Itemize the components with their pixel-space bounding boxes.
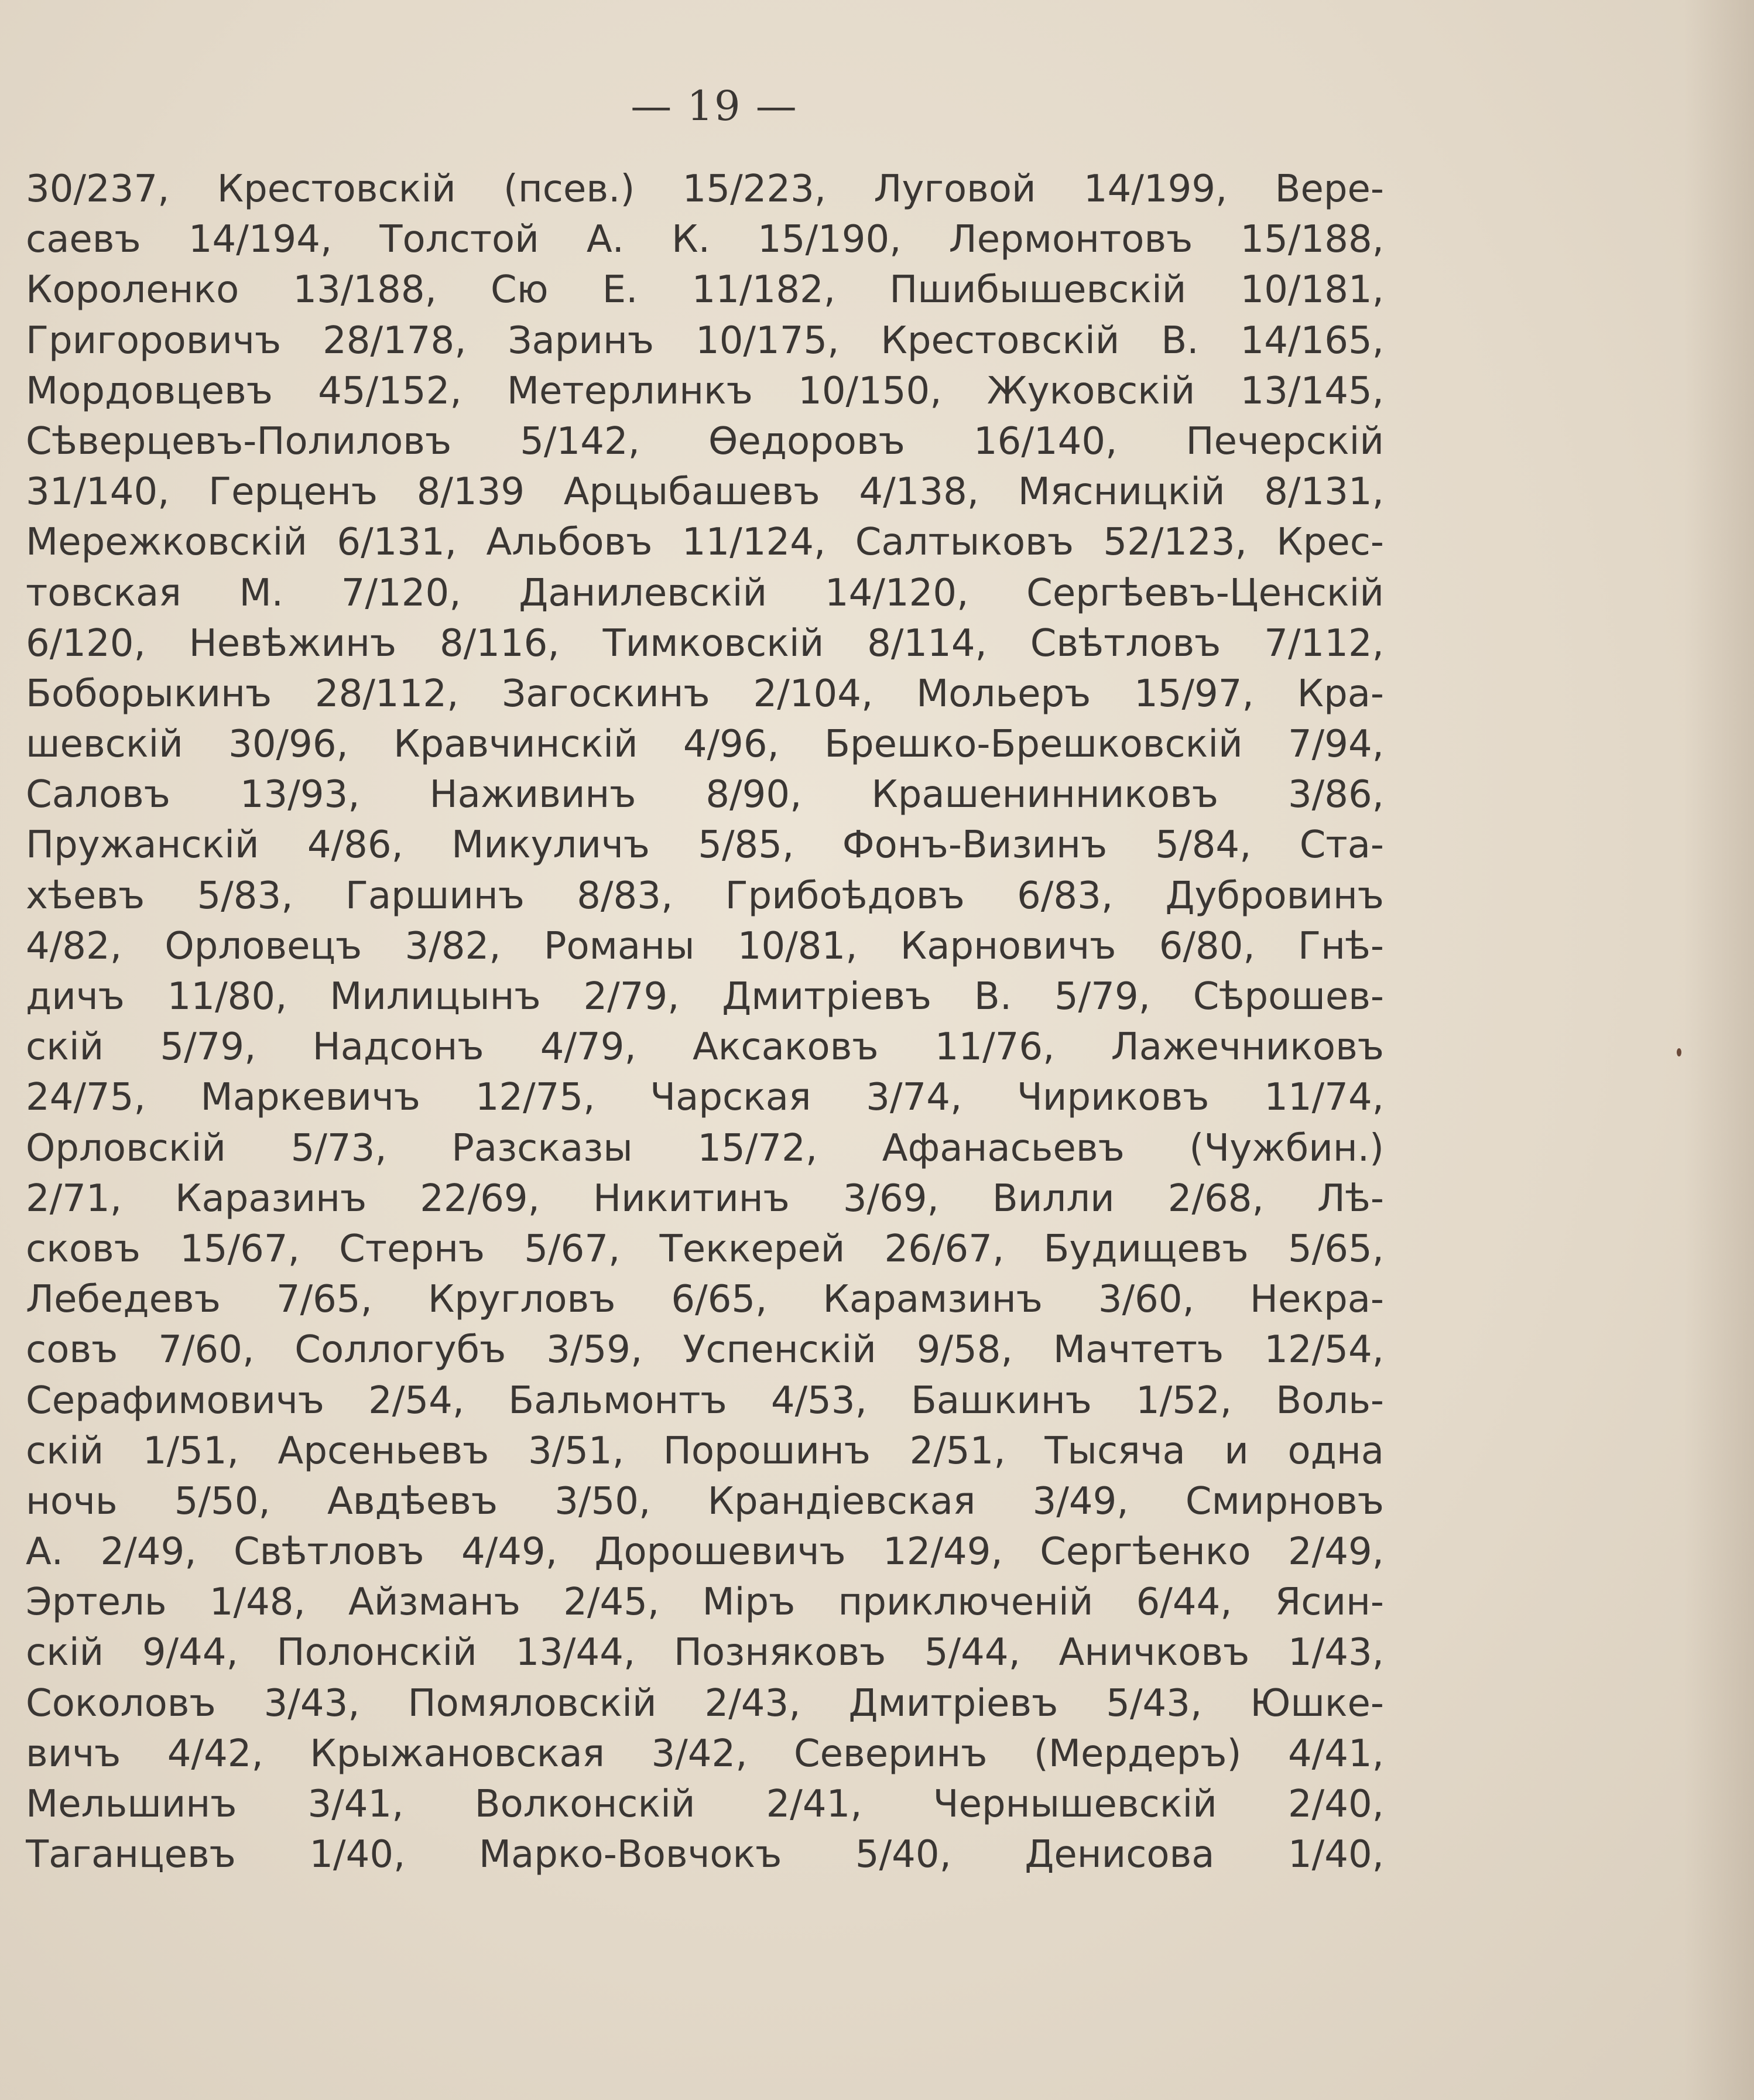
text-line: совъ 7/60, Соллогубъ 3/59, Успенскій 9/58, Мачтетъ 12/54, bbox=[26, 1328, 1384, 1372]
text-line: Мельшинъ 3/41, Волконскій 2/41, Чернышевскій 2/40, bbox=[26, 1783, 1384, 1826]
text-line: 2/71, Каразинъ 22/69, Никитинъ 3/69, Вилли 2/68, Лѣ- bbox=[26, 1176, 1384, 1220]
text-line: Мережковскій 6/131, Альбовъ 11/124, Салтыковъ 52/123, Крес- bbox=[26, 521, 1384, 565]
text-line: А. 2/49, Свѣтловъ 4/49, Дорошевичъ 12/49, Сергѣенко 2/49, bbox=[26, 1530, 1384, 1574]
text-line: Боборыкинъ 28/112, Загоскинъ 2/104, Мольеръ 15/97, Кра- bbox=[26, 672, 1384, 716]
text-line: 24/75, Маркевичъ 12/75, Чарская 3/74, Чириковъ 11/74, bbox=[26, 1076, 1384, 1120]
text-line: Саловъ 13/93, Наживинъ 8/90, Крашенинниковъ 3/86, bbox=[26, 773, 1384, 817]
text-line: 4/82, Орловецъ 3/82, Романы 10/81, Карновичъ 6/80, Гнѣ- bbox=[26, 924, 1384, 968]
page-number: — 19 — bbox=[631, 82, 798, 130]
text-line: Эртель 1/48, Айзманъ 2/45, Міръ приключеній 6/44, Ясин- bbox=[26, 1581, 1384, 1624]
text-line: хѣевъ 5/83, Гаршинъ 8/83, Грибоѣдовъ 6/83, Дубровинъ bbox=[26, 874, 1384, 918]
text-line: скій 9/44, Полонскій 13/44, Позняковъ 5/44, Аничковъ 1/43, bbox=[26, 1631, 1384, 1675]
text-line: Соколовъ 3/43, Помяловскій 2/43, Дмитріевъ 5/43, Юшке- bbox=[26, 1681, 1384, 1725]
text-line: саевъ 14/194, Толстой А. К. 15/190, Лермонтовъ 15/188, bbox=[26, 218, 1384, 262]
ink-speck bbox=[1677, 1048, 1681, 1056]
text-line: Григоровичъ 28/178, Заринъ 10/175, Крестовскій В. 14/165, bbox=[26, 319, 1384, 362]
text-line: товская М. 7/120, Данилевскій 14/120, Сергѣевъ-Ценскій bbox=[26, 571, 1384, 615]
text-line: Сѣверцевъ-Полиловъ 5/142, Ѳедоровъ 16/140, Печерскій bbox=[26, 419, 1384, 463]
text-line: Орловскій 5/73, Разсказы 15/72, Афанасьевъ (Чужбин.) bbox=[26, 1126, 1384, 1170]
text-body bbox=[26, 164, 1384, 1880]
text-line: ночь 5/50, Авдѣевъ 3/50, Крандіевская 3/49, Смирновъ bbox=[26, 1479, 1384, 1523]
page-edge-shadow bbox=[1684, 0, 1754, 2100]
text-line: 31/140, Герценъ 8/139 Арцыбашевъ 4/138, Мясницкій 8/131, bbox=[26, 470, 1384, 514]
text-line: Серафимовичъ 2/54, Бальмонтъ 4/53, Башкинъ 1/52, Воль- bbox=[26, 1379, 1384, 1422]
text-line: 30/237, Крестовскій (псев.) 15/223, Луговой 14/199, Вере- bbox=[26, 167, 1384, 211]
text-line: скій 5/79, Надсонъ 4/79, Аксаковъ 11/76, Лажечниковъ bbox=[26, 1025, 1384, 1069]
text-line: сковъ 15/67, Стернъ 5/67, Теккерей 26/67, Будищевъ 5/65, bbox=[26, 1227, 1384, 1271]
text-line: Короленко 13/188, Сю Е. 11/182, Пшибышевскій 10/181, bbox=[26, 268, 1384, 312]
text-line: 6/120, Невѣжинъ 8/116, Тимковскій 8/114, Свѣтловъ 7/112, bbox=[26, 621, 1384, 665]
text-line: дичъ 11/80, Милицынъ 2/79, Дмитріевъ В. 5/79, Сѣрошев- bbox=[26, 975, 1384, 1018]
text-line: скій 1/51, Арсеньевъ 3/51, Порошинъ 2/51, Тысяча и одна bbox=[26, 1429, 1384, 1473]
text-line: вичъ 4/42, Крыжановская 3/42, Северинъ (Мердеръ) 4/41, bbox=[26, 1732, 1384, 1776]
text-line: Пружанскій 4/86, Микуличъ 5/85, Фонъ-Визинъ 5/84, Ста- bbox=[26, 823, 1384, 867]
text-line: Таганцевъ 1/40, Марко-Вовчокъ 5/40, Денисова 1/40, bbox=[26, 1833, 1384, 1877]
text-line: Мордовцевъ 45/152, Метерлинкъ 10/150, Жуковскій 13/145, bbox=[26, 369, 1384, 413]
text-line: Лебедевъ 7/65, Кругловъ 6/65, Карамзинъ 3/60, Некра- bbox=[26, 1278, 1384, 1322]
text-line: шевскій 30/96, Кравчинскій 4/96, Брешко-Брешковскій 7/94, bbox=[26, 723, 1384, 767]
